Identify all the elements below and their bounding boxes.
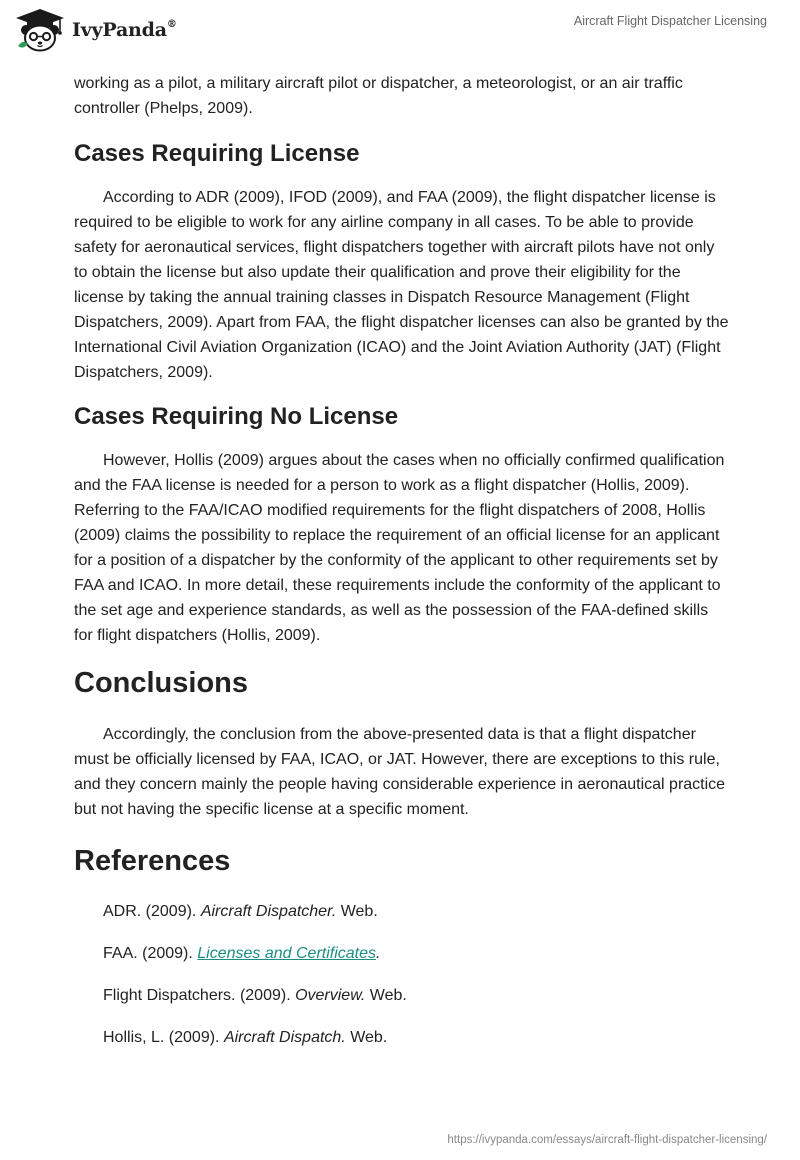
reference-item: FAA. (2009). Licenses and Certificates.: [103, 945, 381, 962]
section-paragraph-cases-requiring-no-license: However, Hollis (2009) argues about the cases when no officially confirmed qualification and the FAA license is needed for a person to work as a flight dispatcher (Hollis, 2009). Referring to the FAA/ICAO modified requirements for the flight dispatchers of 2008, Hollis (2009) claims the possibility to replace the requirement of an official license for an applicant for a position of a dispatcher by the conformity of the applicant to other requirements set by FAA and ICAO. In more detail, these requirements include the conformity of the applicant to the set age and experience standards, as well as the possession of the FAA-defined skills for flight dispatchers (Hollis, 2009).: [74, 452, 725, 644]
section-paragraph-cases-requiring-license: According to ADR (2009), IFOD (2009), and FAA (2009), the flight dispatcher license is required to be eligible to work for any airline company in all cases. To be able to provide safety for aeronautical services, flight dispatchers together with aircraft pilots have not only to obtain the license but also update their qualification and prove their eligibility for the license by taking the annual training classes in Dispatch Resource Management (Flight Dispatchers, 2009). Apart from FAA, the flight dispatcher licenses can also be granted by the International Civil Aviation Organization (ICAO) and the Joint Aviation Authority (JAT) (Flight Dispatchers, 2009).: [74, 189, 729, 381]
intro-paragraph-continuation: working as a pilot, a military aircraft pilot or dispatcher, a meteorologist, or an air traffic controller (Phelps, 2009).: [74, 75, 683, 117]
reference-link-licenses-and-certificates[interactable]: Licenses and Certificates: [197, 945, 377, 962]
registered-mark: ®: [166, 18, 177, 30]
ivypanda-logo[interactable]: [14, 8, 177, 52]
footer-url[interactable]: https://ivypanda.com/essays/aircraft-flight-dispatcher-licensing/: [447, 1134, 767, 1146]
document-title: Aircraft Flight Dispatcher Licensing: [573, 14, 767, 28]
reference-item: Hollis, L. (2009). Aircraft Dispatch. Web.: [103, 1029, 388, 1046]
section-heading-cases-requiring-license: Cases Requiring License: [74, 140, 360, 167]
reference-item: Flight Dispatchers. (2009). Overview. Web.: [103, 987, 407, 1004]
essay-body: [74, 71, 730, 1050]
section-paragraph-conclusions: Accordingly, the conclusion from the above-presented data is that a flight dispatcher must be officially licensed by FAA, ICAO, or JAT. However, there are exceptions to this rule, and they concern mainly the people having considerable experience in aeronautical practice but not having the specific license at a specific moment.: [74, 726, 726, 818]
page-header: [0, 0, 800, 70]
brand-name: IvyPanda®: [72, 18, 177, 41]
references-heading: References: [74, 845, 231, 877]
section-heading-cases-requiring-no-license: Cases Requiring No License: [74, 403, 399, 430]
section-heading-conclusions: Conclusions: [74, 667, 249, 699]
panda-graduate-icon: [14, 8, 66, 52]
reference-item: ADR. (2009). Aircraft Dispatcher. Web.: [103, 903, 378, 920]
